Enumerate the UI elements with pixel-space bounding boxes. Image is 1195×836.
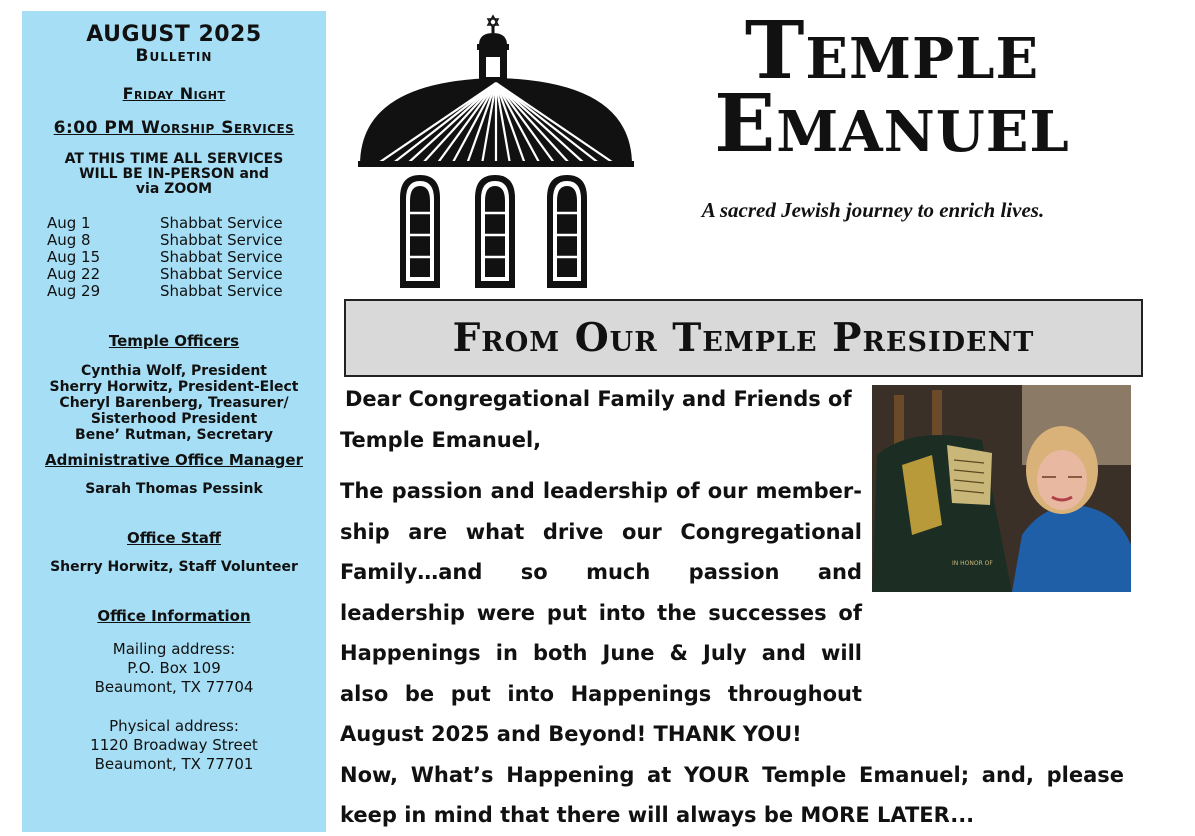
window-center — [475, 175, 515, 288]
schedule-row — [47, 215, 326, 232]
sidebar — [22, 11, 326, 832]
schedule-date: Aug 15 — [47, 248, 101, 266]
president-letter — [340, 379, 1124, 836]
schedule-event: Shabbat Service — [160, 265, 283, 283]
office-info-heading: Office Information — [97, 607, 251, 625]
schedule-date: Aug 22 — [47, 265, 101, 283]
letter-body-text: The passion and leadership of our member-ship are what drive our Congregational Family…and so much passion and leadership were put into the successes of Happenings in both June & July and will also be put into Happenings throughout August 2025 and Beyond! THANK YOU! — [340, 479, 862, 746]
schedule-row — [47, 232, 326, 249]
schedule-row — [47, 266, 326, 283]
notice-line: via ZOOM — [135, 181, 213, 197]
friday-night-heading: Friday Night — [122, 84, 226, 103]
mailing-address — [22, 640, 326, 697]
tagline: A sacred Jewish journey to enrich lives. — [701, 198, 1045, 222]
temple-title — [672, 3, 1112, 170]
staff-name: Sherry Horwitz, Staff Volunteer — [50, 559, 298, 575]
star-of-david-icon — [488, 16, 498, 28]
bulletin-month: AUGUST 2025 — [86, 22, 262, 47]
photo-wrap-spacer — [862, 471, 1124, 706]
schedule-date: Aug 8 — [47, 231, 91, 249]
schedule-event: Shabbat Service — [160, 231, 283, 249]
address-line: Beaumont, TX 77701 — [94, 755, 254, 773]
officers-list — [22, 363, 326, 443]
schedule-event: Shabbat Service — [160, 214, 283, 232]
notice-line: WILL BE IN-PERSON and — [79, 166, 269, 182]
address-line: Mailing address: — [112, 640, 236, 658]
schedule-date: Aug 29 — [47, 282, 101, 300]
window-right — [547, 175, 587, 288]
schedule-event: Shabbat Service — [160, 248, 283, 266]
title-line: Temple — [744, 3, 1040, 97]
officer-line: Bene’ Rutman, Secretary — [75, 427, 273, 443]
synagogue-dome-icon — [355, 13, 637, 291]
address-line: 1120 Broadway Street — [90, 736, 258, 754]
admin-heading: Administrative Office Manager — [45, 451, 303, 469]
physical-address — [22, 717, 326, 774]
schedule-row — [47, 283, 326, 300]
officer-line: Cheryl Barenberg, Treasurer/ — [59, 395, 289, 411]
worship-services-heading: 6:00 PM Worship Services — [53, 118, 295, 138]
schedule-date: Aug 1 — [47, 214, 91, 232]
admin-name: Sarah Thomas Pessink — [85, 481, 263, 497]
letter-closing: Now, What’s Happening at YOUR Temple Emanuel; and, please keep in mind that there will always be MORE LATER... — [340, 762, 1124, 827]
bulletin-label: Bulletin — [135, 46, 213, 66]
title-line: Emanuel — [714, 76, 1070, 170]
schedule-row — [47, 249, 326, 266]
officer-line: Sherry Horwitz, President-Elect — [49, 379, 299, 395]
office-staff-heading: Office Staff — [126, 529, 221, 547]
window-left — [400, 175, 440, 288]
photo-cover-text: IN HONOR OF — [952, 560, 993, 567]
officer-line: Sisterhood President — [90, 411, 258, 427]
address-line: Physical address: — [109, 717, 239, 735]
service-schedule — [47, 215, 326, 300]
schedule-event: Shabbat Service — [160, 282, 283, 300]
letter-salutation: Dear Congregational Family and Friends of — [345, 387, 852, 411]
notice-line: AT THIS TIME ALL SERVICES — [64, 151, 284, 167]
section-banner: From Our Temple President — [344, 299, 1143, 377]
officer-line: Cynthia Wolf, President — [81, 363, 267, 379]
temple-officers-heading: Temple Officers — [108, 332, 240, 350]
address-line: P.O. Box 109 — [127, 659, 221, 677]
letter-body — [340, 471, 1124, 755]
address-line: Beaumont, TX 77704 — [94, 678, 254, 696]
services-notice — [22, 152, 326, 197]
letter-salutation-2: Temple Emanuel, — [340, 427, 542, 452]
